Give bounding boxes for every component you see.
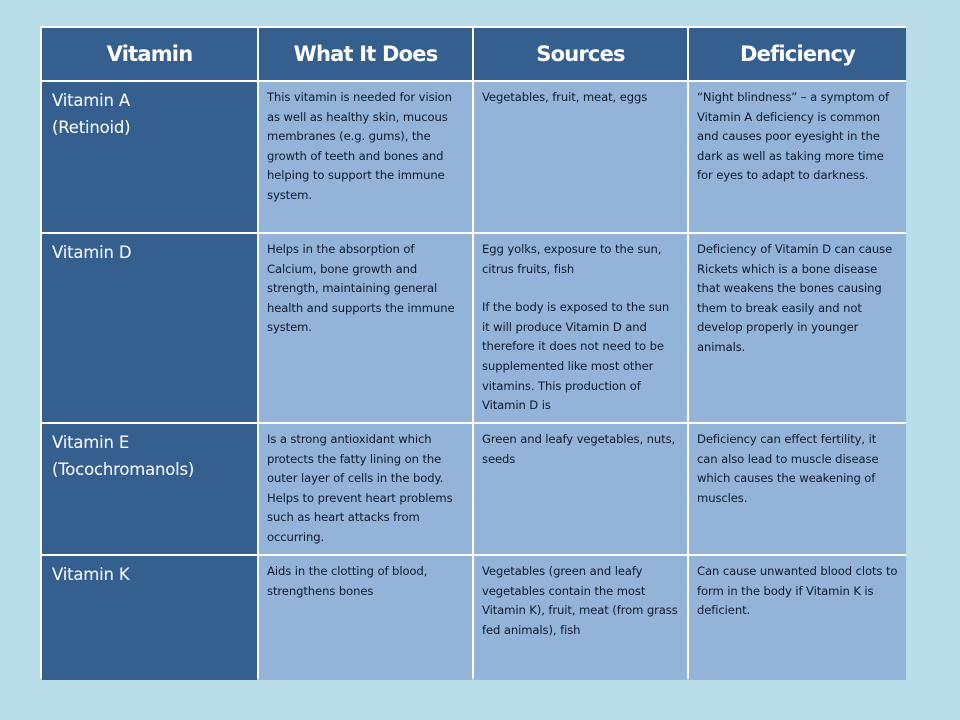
vitamin-name: Vitamin A	[52, 91, 130, 110]
vitamin-name-cell	[42, 556, 257, 680]
header-deficiency: Deficiency	[689, 28, 906, 80]
header-row	[42, 28, 906, 80]
vitamin-name: Vitamin K	[52, 565, 130, 584]
table-row	[42, 82, 906, 232]
vitamin-name: Vitamin E	[52, 433, 130, 452]
header-sources: Sources	[474, 28, 687, 80]
deficiency-cell: Deficiency can effect fertility, it can also lead to muscle disease which causes the weakening of muscles.	[689, 424, 906, 554]
vitamin-name-cell	[42, 82, 257, 232]
what-it-does-cell: This vitamin is needed for vision as well as healthy skin, mucous membranes (e.g. gums), the growth of teeth and bones and helping to support the immune system.	[259, 82, 472, 232]
vitamin-chemical-name: (Tocochromanols)	[52, 460, 195, 479]
deficiency-cell: “Night blindness” – a symptom of Vitamin A deficiency is common and causes poor eyesight in the dark as well as taking more time for eyes to adapt to darkness.	[689, 82, 906, 232]
vitamin-name-cell	[42, 234, 257, 422]
sources-text: Green and leafy vegetables, nuts, seeds	[482, 432, 676, 466]
vitamin-name: Vitamin D	[52, 243, 132, 262]
sources-text: Vegetables (green and leafy vegetables contain the most Vitamin K), fruit, meat (from grass fed animals), fish	[482, 564, 678, 637]
sources-text: Vegetables, fruit, meat, eggs	[482, 90, 648, 104]
what-it-does-cell: Is a strong antioxidant which protects the fatty lining on the outer layer of cells in the body. Helps to prevent heart problems such as heart attacks from occurring.	[259, 424, 472, 554]
sources-cell	[474, 82, 687, 232]
sources-cell	[474, 424, 687, 554]
table-row	[42, 234, 906, 422]
header-vitamin: Vitamin	[42, 28, 257, 80]
table-row	[42, 424, 906, 554]
what-it-does-cell: Helps in the absorption of Calcium, bone growth and strength, maintaining general health and supports the immune system.	[259, 234, 472, 422]
vitamin-table-frame	[40, 26, 906, 678]
vitamin-name-cell	[42, 424, 257, 554]
deficiency-cell: Deficiency of Vitamin D can cause Rickets which is a bone disease that weakens the bones causing them to break easily and not develop properly in younger animals.	[689, 234, 906, 422]
table-row	[42, 556, 906, 680]
sources-note: If the body is exposed to the sun it will produce Vitamin D and therefore it does not need to be supplemented like most other vitamins. This production of Vitamin D is	[482, 300, 670, 413]
vitamin-chemical-name: (Retinoid)	[52, 118, 131, 137]
sources-cell	[474, 556, 687, 680]
what-it-does-cell: Aids in the clotting of blood, strengthens bones	[259, 556, 472, 680]
deficiency-cell: Can cause unwanted blood clots to form in the body if Vitamin K is deficient.	[689, 556, 906, 680]
sources-text: Egg yolks, exposure to the sun, citrus fruits, fish	[482, 242, 662, 276]
sources-cell	[474, 234, 687, 422]
header-what-it-does: What It Does	[259, 28, 472, 80]
vitamin-table	[40, 26, 908, 682]
